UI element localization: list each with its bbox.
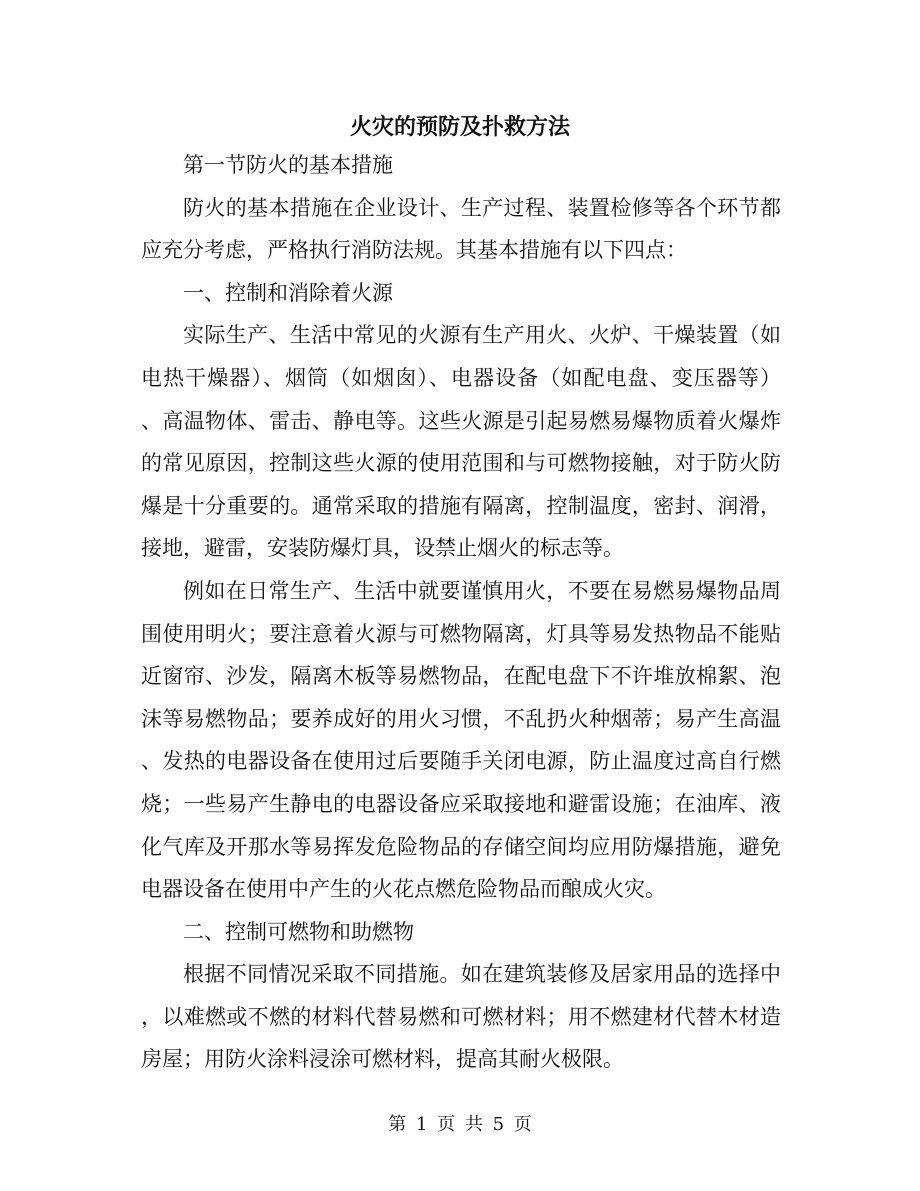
document-title: 火灾的预防及扑救方法	[349, 114, 570, 140]
text-line: 房屋；用防火涂料浸涂可燃材料，提高其耐火极限。	[141, 1047, 624, 1072]
text-line: 防火的基本措施在企业设计、生产过程、装置检修等各个环节都	[183, 195, 781, 220]
text-line: 接地，避雷，安装防爆灯具，设禁止烟火的标志等。	[141, 536, 624, 561]
text-line: 化气库及开那水等易挥发危险物品的存储空间均应用防爆措施，避免	[141, 834, 781, 859]
text-line: 围使用明火；要注意着火源与可燃物隔离，灯具等易发热物品不能贴	[141, 621, 781, 646]
text-line: 第一节防火的基本措施	[183, 153, 393, 177]
paragraph	[141, 574, 781, 915]
text-line: 的常见原因，控制这些火源的使用范围和与可燃物接触，对于防火防	[141, 451, 781, 476]
paragraph	[141, 276, 781, 319]
text-line: 烧；一些易产生静电的电器设备应采取接地和避雷设施；在油库、液	[141, 791, 781, 816]
paragraph	[141, 148, 781, 191]
text-line: 一、控制和消除着火源	[183, 280, 393, 305]
paragraph	[141, 318, 781, 574]
text-line: 电热干燥器）、烟筒（如烟囱）、电器设备（如配电盘、变压器等）	[141, 365, 781, 390]
paragraph	[141, 957, 781, 1085]
document-body	[141, 148, 781, 1085]
text-line: 爆是十分重要的。通常采取的措施有隔离，控制温度，密封、润滑，	[141, 493, 781, 518]
page-footer: 第 1 页 共 5 页	[388, 1114, 532, 1135]
text-line: 电器设备在使用中产生的火花点燃危险物品而酿成火灾。	[141, 877, 666, 902]
paragraph	[141, 915, 781, 958]
text-line: 应充分考虑，严格执行消防法规。其基本措施有以下四点：	[141, 238, 687, 263]
text-line: 二、控制可燃物和助燃物	[183, 919, 414, 944]
text-line: 例如在日常生产、生活中就要谨慎用火，不要在易燃易爆物品周	[183, 578, 781, 603]
text-line: 、高温物体、雷击、静电等。这些火源是引起易燃易爆物质着火爆炸	[141, 408, 781, 433]
text-line: 近窗帘、沙发，隔离木板等易燃物品，在配电盘下不许堆放棉絮、泡	[141, 664, 781, 689]
text-line: 实际生产、生活中常见的火源有生产用火、火炉、干燥装置（如	[183, 323, 781, 348]
text-line: 、发热的电器设备在使用过后要随手关闭电源，防止温度过高自行燃	[141, 749, 781, 774]
text-line: ，以难燃或不燃的材料代替易燃和可燃材料；用不燃建材代替木材造	[141, 1004, 781, 1029]
paragraph	[141, 191, 781, 276]
text-line: 沫等易燃物品；要养成好的用火习惯，不乱扔火种烟蒂；易产生高温	[141, 706, 781, 731]
text-line: 根据不同情况采取不同措施。如在建筑装修及居家用品的选择中	[183, 962, 781, 987]
